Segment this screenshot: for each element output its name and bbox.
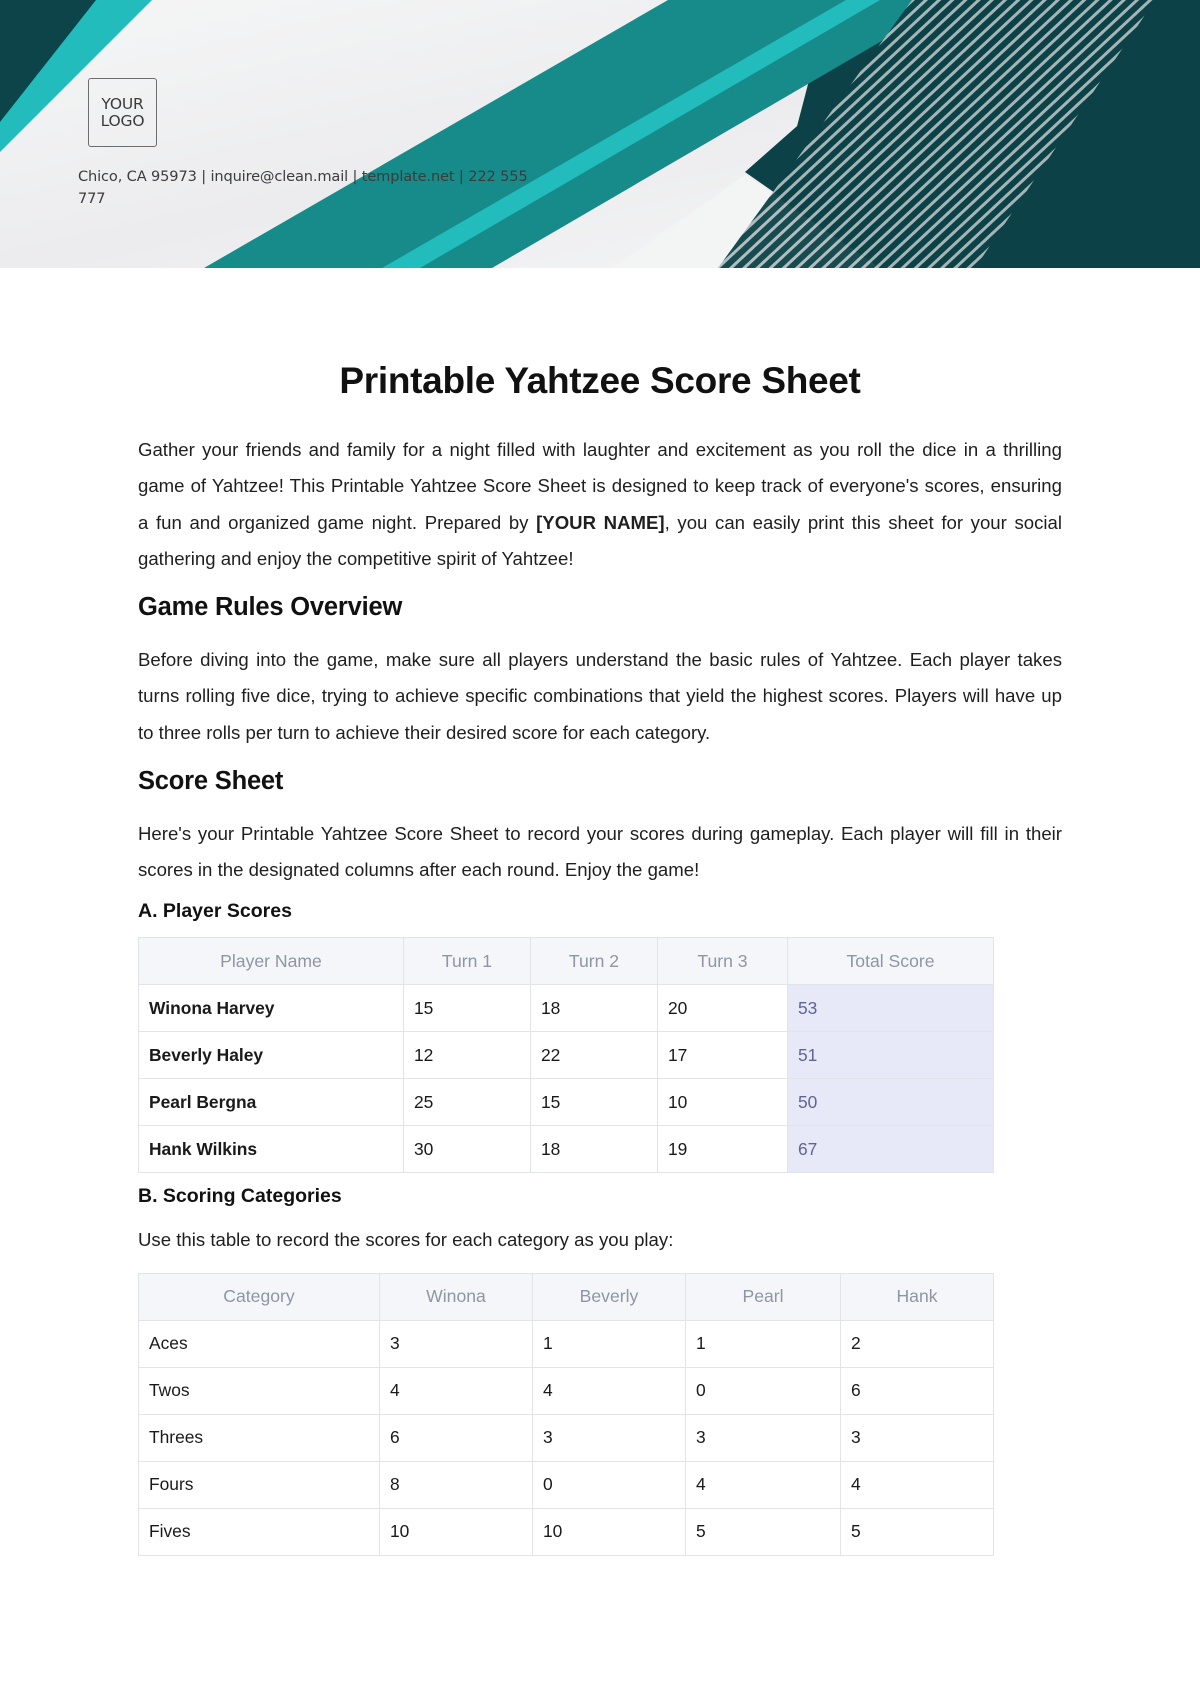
cell-turn-1: 15 bbox=[404, 985, 531, 1032]
table-row bbox=[139, 985, 994, 1032]
cell-turn-1: 12 bbox=[404, 1032, 531, 1079]
column-header-pearl: Pearl bbox=[686, 1273, 841, 1320]
cell-pearl: 3 bbox=[686, 1414, 841, 1461]
document-body bbox=[138, 268, 1062, 1556]
cell-total-score: 53 bbox=[788, 985, 994, 1032]
table-row bbox=[139, 1367, 994, 1414]
column-header-turn-1: Turn 1 bbox=[404, 938, 531, 985]
cell-category: Fours bbox=[139, 1461, 380, 1508]
game-rules-paragraph: Before diving into the game, make sure all players understand the basic rules of Yahtzee. Each player takes turns rolling five dice, trying to achieve specific combinations that yield the highest scores. Players will have up to three rolls per turn to achieve their desired score for each category. bbox=[138, 649, 1062, 743]
column-header-winona: Winona bbox=[380, 1273, 533, 1320]
cell-player-name: Pearl Bergna bbox=[139, 1079, 404, 1126]
cell-hank: 5 bbox=[841, 1508, 994, 1555]
scoring-categories-table bbox=[138, 1273, 994, 1556]
cell-hank: 6 bbox=[841, 1367, 994, 1414]
cell-winona: 6 bbox=[380, 1414, 533, 1461]
cell-player-name: Hank Wilkins bbox=[139, 1126, 404, 1173]
cell-turn-3: 19 bbox=[658, 1126, 788, 1173]
cell-pearl: 4 bbox=[686, 1461, 841, 1508]
table-row bbox=[139, 1126, 994, 1173]
cell-turn-3: 17 bbox=[658, 1032, 788, 1079]
cell-turn-3: 10 bbox=[658, 1079, 788, 1126]
table-header-row bbox=[139, 1273, 994, 1320]
column-header-total-score: Total Score bbox=[788, 938, 994, 985]
table-row bbox=[139, 1032, 994, 1079]
cell-hank: 2 bbox=[841, 1320, 994, 1367]
cell-turn-1: 30 bbox=[404, 1126, 531, 1173]
scoring-categories-paragraph: Use this table to record the scores for each category as you play: bbox=[138, 1229, 674, 1251]
table-row bbox=[139, 1320, 994, 1367]
cell-total-score: 51 bbox=[788, 1032, 994, 1079]
cell-beverly: 10 bbox=[533, 1508, 686, 1555]
cell-total-score: 50 bbox=[788, 1079, 994, 1126]
banner-decoration bbox=[0, 0, 1200, 268]
subsection-heading-player-scores: A. Player Scores bbox=[138, 900, 292, 923]
table-row bbox=[139, 1414, 994, 1461]
cell-pearl: 0 bbox=[686, 1367, 841, 1414]
table-row bbox=[139, 1461, 994, 1508]
cell-player-name: Beverly Haley bbox=[139, 1032, 404, 1079]
cell-category: Threes bbox=[139, 1414, 380, 1461]
cell-turn-1: 25 bbox=[404, 1079, 531, 1126]
page-title: Printable Yahtzee Score Sheet bbox=[339, 360, 861, 401]
column-header-turn-2: Turn 2 bbox=[531, 938, 658, 985]
table-row bbox=[139, 1508, 994, 1555]
cell-category: Aces bbox=[139, 1320, 380, 1367]
cell-player-name: Winona Harvey bbox=[139, 985, 404, 1032]
cell-beverly: 4 bbox=[533, 1367, 686, 1414]
column-header-hank: Hank bbox=[841, 1273, 994, 1320]
cell-turn-2: 18 bbox=[531, 985, 658, 1032]
logo-line-1: YOUR bbox=[101, 94, 144, 113]
column-header-player-name: Player Name bbox=[139, 938, 404, 985]
cell-hank: 4 bbox=[841, 1461, 994, 1508]
cell-total-score: 67 bbox=[788, 1126, 994, 1173]
logo-placeholder bbox=[88, 78, 157, 147]
letterhead-banner bbox=[0, 0, 1200, 268]
cell-category: Twos bbox=[139, 1367, 380, 1414]
column-header-beverly: Beverly bbox=[533, 1273, 686, 1320]
table-header-row bbox=[139, 938, 994, 985]
cell-turn-3: 20 bbox=[658, 985, 788, 1032]
intro-paragraph bbox=[138, 432, 1062, 577]
cell-beverly: 0 bbox=[533, 1461, 686, 1508]
column-header-turn-3: Turn 3 bbox=[658, 938, 788, 985]
intro-text-part-2: , you can easily print this sheet for your social gathering and enjoy the competitive spirit of Yahtzee! bbox=[138, 511, 1062, 569]
cell-category: Fives bbox=[139, 1508, 380, 1555]
subsection-heading-scoring-categories: B. Scoring Categories bbox=[138, 1185, 342, 1208]
column-header-category: Category bbox=[139, 1273, 380, 1320]
cell-winona: 3 bbox=[380, 1320, 533, 1367]
cell-turn-2: 18 bbox=[531, 1126, 658, 1173]
player-scores-table bbox=[138, 937, 994, 1173]
cell-turn-2: 22 bbox=[531, 1032, 658, 1079]
cell-pearl: 1 bbox=[686, 1320, 841, 1367]
cell-beverly: 1 bbox=[533, 1320, 686, 1367]
cell-winona: 8 bbox=[380, 1461, 533, 1508]
cell-hank: 3 bbox=[841, 1414, 994, 1461]
section-heading-game-rules: Game Rules Overview bbox=[138, 593, 403, 621]
table-row bbox=[139, 1079, 994, 1126]
cell-winona: 4 bbox=[380, 1367, 533, 1414]
cell-winona: 10 bbox=[380, 1508, 533, 1555]
logo-line-2: LOGO bbox=[100, 111, 145, 130]
contact-info: Chico, CA 95973 | inquire@clean.mail | template.net | 222 555 777 bbox=[78, 168, 528, 208]
cell-turn-2: 15 bbox=[531, 1079, 658, 1126]
intro-text-part-1: Gather your friends and family for a night filled with laughter and excitement as you roll the dice in a thrilling game of Yahtzee! This Printable Yahtzee Score Sheet is designed to keep track of everyone's scores, ensuring a fun and organized game night. Prepared by bbox=[138, 439, 1062, 533]
score-sheet-paragraph: Here's your Printable Yahtzee Score Sheet to record your scores during gameplay. Each player will fill in their scores in the designated columns after each round. Enjoy the game! bbox=[138, 822, 1062, 880]
cell-beverly: 3 bbox=[533, 1414, 686, 1461]
your-name-placeholder: [YOUR NAME] bbox=[536, 511, 665, 533]
section-heading-score-sheet: Score Sheet bbox=[138, 766, 284, 795]
cell-pearl: 5 bbox=[686, 1508, 841, 1555]
